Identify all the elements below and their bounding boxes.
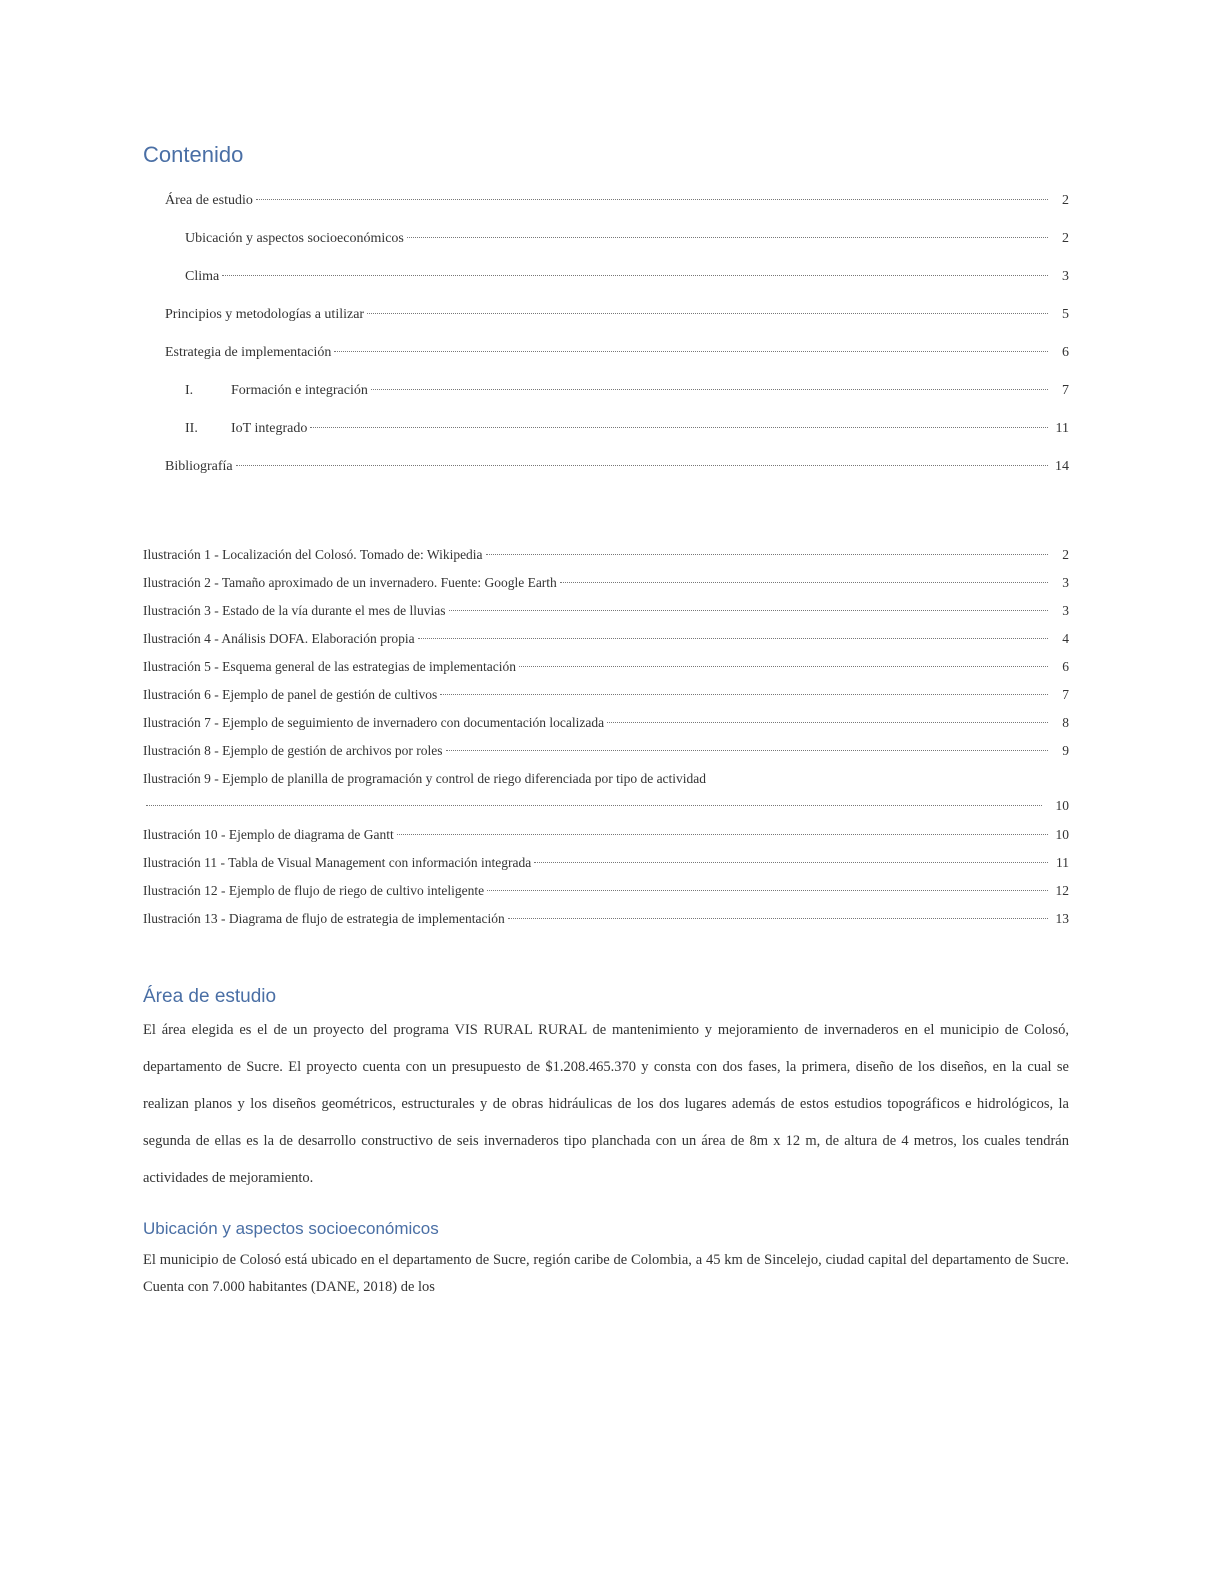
figure-entry-label: Ilustración 7 - Ejemplo de seguimiento de invernadero con documentación localizada bbox=[143, 715, 605, 730]
figure-entry[interactable] bbox=[143, 626, 1069, 654]
toc-entry-label: Estrategia de implementación bbox=[165, 345, 332, 360]
dot-leader bbox=[607, 722, 1048, 723]
figure-entry-page: 12 bbox=[1055, 883, 1069, 898]
figure-entry-page: 13 bbox=[1055, 911, 1069, 926]
toc-entry-page: 2 bbox=[1062, 231, 1069, 246]
figure-entry-page: 6 bbox=[1062, 659, 1069, 674]
dot-leader bbox=[146, 805, 1042, 806]
dot-leader bbox=[449, 610, 1048, 611]
dot-leader bbox=[418, 638, 1048, 639]
figure-entry-page: 3 bbox=[1062, 575, 1069, 590]
figure-entry-label: Ilustración 6 - Ejemplo de panel de gestión de cultivos bbox=[143, 687, 438, 702]
figure-entry[interactable] bbox=[143, 682, 1069, 710]
toc-entry-label: Bibliografía bbox=[165, 459, 233, 474]
toc-title: Contenido bbox=[143, 142, 244, 167]
toc-entry-label: IoT integrado bbox=[231, 421, 308, 436]
figure-entry-label: Ilustración 5 - Esquema general de las estrategias de implementación bbox=[143, 659, 516, 674]
toc-entry-label: Formación e integración bbox=[231, 383, 368, 398]
figure-entry-label: Ilustración 4 - Análisis DOFA. Elaboración propia bbox=[143, 631, 415, 646]
figure-entry-page: 8 bbox=[1062, 715, 1069, 730]
figure-entry-page: 10 bbox=[1055, 827, 1069, 842]
toc-entry-page: 3 bbox=[1062, 269, 1069, 284]
toc-entry-page: 5 bbox=[1062, 307, 1069, 322]
figure-entry[interactable] bbox=[143, 850, 1069, 878]
figure-entry-page: 11 bbox=[1056, 855, 1069, 870]
toc-entry[interactable] bbox=[143, 408, 1069, 446]
toc-entry-label: Clima bbox=[185, 269, 220, 284]
figure-entry-continuation[interactable] bbox=[143, 794, 1069, 822]
table-of-figures bbox=[143, 542, 1069, 934]
figure-entry-label: Ilustración 10 - Ejemplo de diagrama de Gantt bbox=[143, 827, 394, 842]
toc-entry-page: 2 bbox=[1062, 193, 1069, 208]
figure-entry-label: Ilustración 12 - Ejemplo de flujo de riego de cultivo inteligente bbox=[143, 883, 485, 898]
dot-leader bbox=[487, 890, 1048, 891]
figure-entry[interactable] bbox=[143, 766, 1069, 794]
figure-entry-page: 10 bbox=[1055, 798, 1069, 813]
figure-entry[interactable] bbox=[143, 598, 1069, 626]
table-of-contents bbox=[143, 180, 1069, 484]
figure-entry-label: Ilustración 3 - Estado de la vía durante el mes de lluvias bbox=[143, 603, 446, 618]
toc-entry[interactable] bbox=[143, 294, 1069, 332]
toc-entry-label: Área de estudio bbox=[165, 193, 253, 208]
dot-leader bbox=[407, 237, 1048, 238]
location-section bbox=[143, 1217, 1069, 1301]
dot-leader bbox=[334, 351, 1048, 352]
study-area-section bbox=[143, 984, 1069, 1197]
dot-leader bbox=[371, 389, 1048, 390]
figure-entry-label: Ilustración 1 - Localización del Colosó. Tomado de: Wikipedia bbox=[143, 547, 483, 562]
toc-entry-page: 14 bbox=[1055, 459, 1069, 474]
toc-entry-page: 6 bbox=[1062, 345, 1069, 360]
figure-entry-label: Ilustración 8 - Ejemplo de gestión de archivos por roles bbox=[143, 743, 443, 758]
dot-leader bbox=[560, 582, 1048, 583]
toc-entry[interactable] bbox=[143, 332, 1069, 370]
dot-leader bbox=[508, 918, 1048, 919]
toc-entry-label: Ubicación y aspectos socioeconómicos bbox=[185, 231, 404, 246]
figure-entry[interactable] bbox=[143, 878, 1069, 906]
toc-entry[interactable] bbox=[143, 446, 1069, 484]
body-paragraph: El área elegida es el de un proyecto del programa VIS RURAL RURAL de mantenimiento y mejoramiento de invernaderos en el municipio de Colosó, departamento de Sucre. El proyecto cuenta con un presupuesto de $1.208.465.370 y consta con dos fases, la primera, diseño de los diseños, en la cual se realizan planos y los diseños geométricos, estructurales y de obras hidráulicas de los dos lugares además de estos estudios topográficos e hidrológicos, la segunda de ellas es la de desarrollo constructivo de seis invernaderos tipo planchada con un área de 8m x 12 m, de altura de 4 metros, los cuales tendrán actividades de mejoramiento. bbox=[143, 1022, 1069, 1186]
dot-leader bbox=[519, 666, 1048, 667]
figure-entry[interactable] bbox=[143, 822, 1069, 850]
figure-entry[interactable] bbox=[143, 738, 1069, 766]
document-page bbox=[143, 140, 1069, 1301]
figure-entry-label: Ilustración 2 - Tamaño aproximado de un invernadero. Fuente: Google Earth bbox=[143, 575, 557, 590]
subsection-heading: Ubicación y aspectos socioeconómicos bbox=[143, 1219, 439, 1238]
figure-entry[interactable] bbox=[143, 542, 1069, 570]
toc-entry[interactable] bbox=[143, 256, 1069, 294]
dot-leader bbox=[446, 750, 1048, 751]
toc-entry-number: II. bbox=[185, 421, 198, 436]
dot-leader bbox=[534, 862, 1048, 863]
figure-entry-page: 2 bbox=[1062, 547, 1069, 562]
toc-entry[interactable] bbox=[143, 370, 1069, 408]
figure-entry[interactable] bbox=[143, 654, 1069, 682]
toc-entry-number: I. bbox=[185, 383, 194, 398]
dot-leader bbox=[256, 199, 1048, 200]
dot-leader bbox=[397, 834, 1048, 835]
figure-entry-page: 9 bbox=[1062, 743, 1069, 758]
figure-entry-label: Ilustración 9 - Ejemplo de planilla de programación y control de riego diferenciada por tipo de actividad bbox=[143, 771, 707, 786]
figure-entry-page: 4 bbox=[1062, 631, 1069, 646]
section-heading: Área de estudio bbox=[143, 986, 277, 1007]
body-paragraph: El municipio de Colosó está ubicado en el departamento de Sucre, región caribe de Colombia, a 45 km de Sincelejo, ciudad capital del departamento de Sucre. Cuenta con 7.000 habitantes (DANE, 2018) de los bbox=[143, 1252, 1069, 1295]
toc-entry[interactable] bbox=[143, 180, 1069, 218]
toc-entry-label: Principios y metodologías a utilizar bbox=[165, 307, 365, 322]
figure-entry[interactable] bbox=[143, 906, 1069, 934]
dot-leader bbox=[486, 554, 1048, 555]
dot-leader bbox=[236, 465, 1048, 466]
figure-entry-label: Ilustración 11 - Tabla de Visual Management con información integrada bbox=[143, 855, 532, 870]
toc-entry-page: 7 bbox=[1062, 383, 1069, 398]
figure-entry-label: Ilustración 13 - Diagrama de flujo de estrategia de implementación bbox=[143, 911, 505, 926]
dot-leader bbox=[440, 694, 1048, 695]
figure-entry[interactable] bbox=[143, 710, 1069, 738]
figure-entry-page: 3 bbox=[1062, 603, 1069, 618]
toc-entry-page: 11 bbox=[1055, 421, 1069, 436]
figure-entry[interactable] bbox=[143, 570, 1069, 598]
dot-leader bbox=[222, 275, 1048, 276]
toc-entry[interactable] bbox=[143, 218, 1069, 256]
dot-leader bbox=[367, 313, 1048, 314]
dot-leader bbox=[310, 427, 1048, 428]
figure-entry-page: 7 bbox=[1062, 687, 1069, 702]
